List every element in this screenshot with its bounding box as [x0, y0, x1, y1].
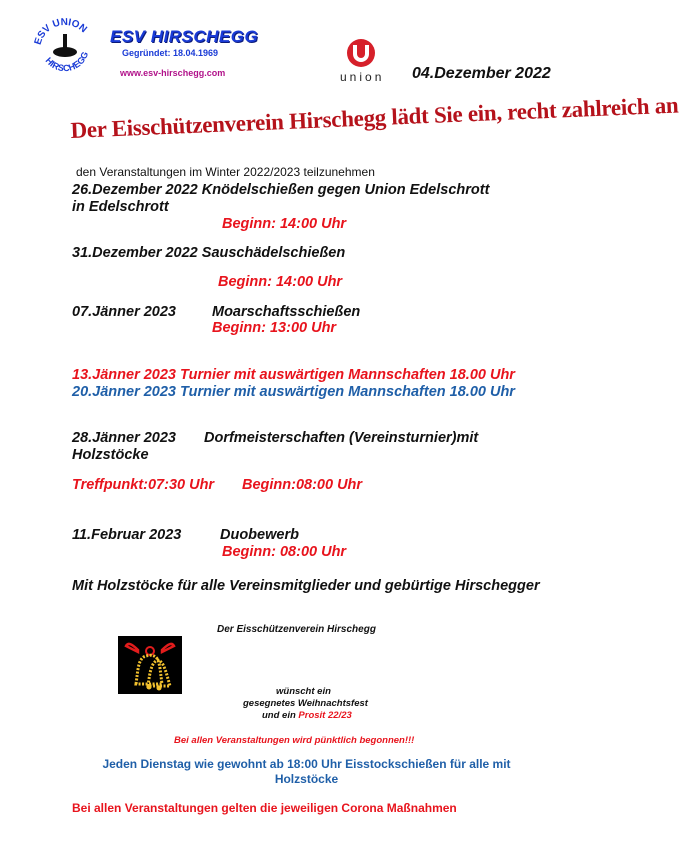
event-6-meeting-time: Treffpunkt:07:30 Uhr — [72, 477, 215, 493]
greeting-wish-3 — [262, 710, 352, 721]
event-1-start: Beginn: 14:00 Uhr — [222, 216, 347, 232]
event-6-date: 28.Jänner 2023 — [72, 430, 176, 446]
event-3-title: Moarschaftsschießen — [212, 304, 361, 320]
event-2-start: Beginn: 14:00 Uhr — [218, 274, 343, 290]
subline: den Veranstaltungen im Winter 2022/2023 teilzunehmen — [76, 165, 375, 179]
tuesday-note-line-2: Holzstöcke — [274, 772, 339, 786]
event-1-title: 26.Dezember 2022 Knödelschießen gegen Union Edelschrott — [72, 182, 490, 198]
holzstock-note: Mit Holzstöcke für alle Vereinsmitglieder und gebürtige Hirschegger — [72, 578, 540, 594]
event-3-start: Beginn: 13:00 Uhr — [212, 320, 337, 336]
club-website-link[interactable]: www.esv-hirschegg.com — [120, 68, 226, 78]
tuesday-note — [0, 757, 613, 787]
union-logo-icon — [346, 38, 376, 68]
event-7-title: Duobewerb — [220, 527, 299, 543]
greeting-wish-1: wünscht ein — [276, 686, 331, 697]
event-7-date: 11.Februar 2023 — [72, 527, 182, 543]
punctual-note: Bei allen Veranstaltungen wird pünktlich begonnen!!! — [174, 735, 415, 746]
club-founded: Gegründet: 18.04.1969 — [122, 48, 219, 58]
headline: Der Eisschützenverein Hirschegg lädt Sie ein, recht zahlreich an — [70, 92, 679, 143]
tuesday-note-line-1: Jeden Dienstag wie gewohnt ab 18:00 Uhr Eisstockschießen für alle mit — [102, 757, 511, 771]
event-6-title: Dorfmeisterschaften (Vereinsturnier)mit — [204, 430, 479, 446]
event-5-line: 20.Jänner 2023 Turnier mit auswärtigen Mannschaften 18.00 Uhr — [72, 384, 515, 400]
svg-text:HIRSCHEGG: HIRSCHEGG — [43, 50, 91, 74]
event-4-line: 13.Jänner 2023 Turnier mit auswärtigen Mannschaften 18.00 Uhr — [72, 367, 515, 383]
event-6-line2: Holzstöcke — [72, 447, 149, 463]
event-3-date: 07.Jänner 2023 — [72, 304, 176, 320]
event-1-location: in Edelschrott — [72, 199, 169, 215]
greeting-wish-2: gesegnetes Weihnachtsfest — [243, 698, 368, 709]
corona-note: Bei allen Veranstaltungen gelten die jeweiligen Corona Maßnahmen — [72, 801, 457, 815]
christmas-bell-icon — [118, 636, 182, 694]
event-2-title: 31.Dezember 2022 Sauschädelschießen — [72, 245, 346, 261]
document-date: 04.Dezember 2022 — [412, 65, 551, 82]
club-name: ESV HIRSCHEGG — [110, 27, 259, 46]
event-7-start: Beginn: 08:00 Uhr — [222, 544, 347, 560]
svg-text:ESV UNION: ESV UNION — [32, 16, 89, 47]
union-wordmark: union — [340, 70, 385, 84]
greeting-prosit: Prosit 22/23 — [298, 710, 352, 721]
greeting-wish-3-prefix: und ein — [262, 710, 299, 721]
greeting-club: Der Eisschützenverein Hirschegg — [217, 624, 376, 635]
esv-union-logo — [32, 16, 98, 82]
event-6-start: Beginn:08:00 Uhr — [242, 477, 363, 493]
